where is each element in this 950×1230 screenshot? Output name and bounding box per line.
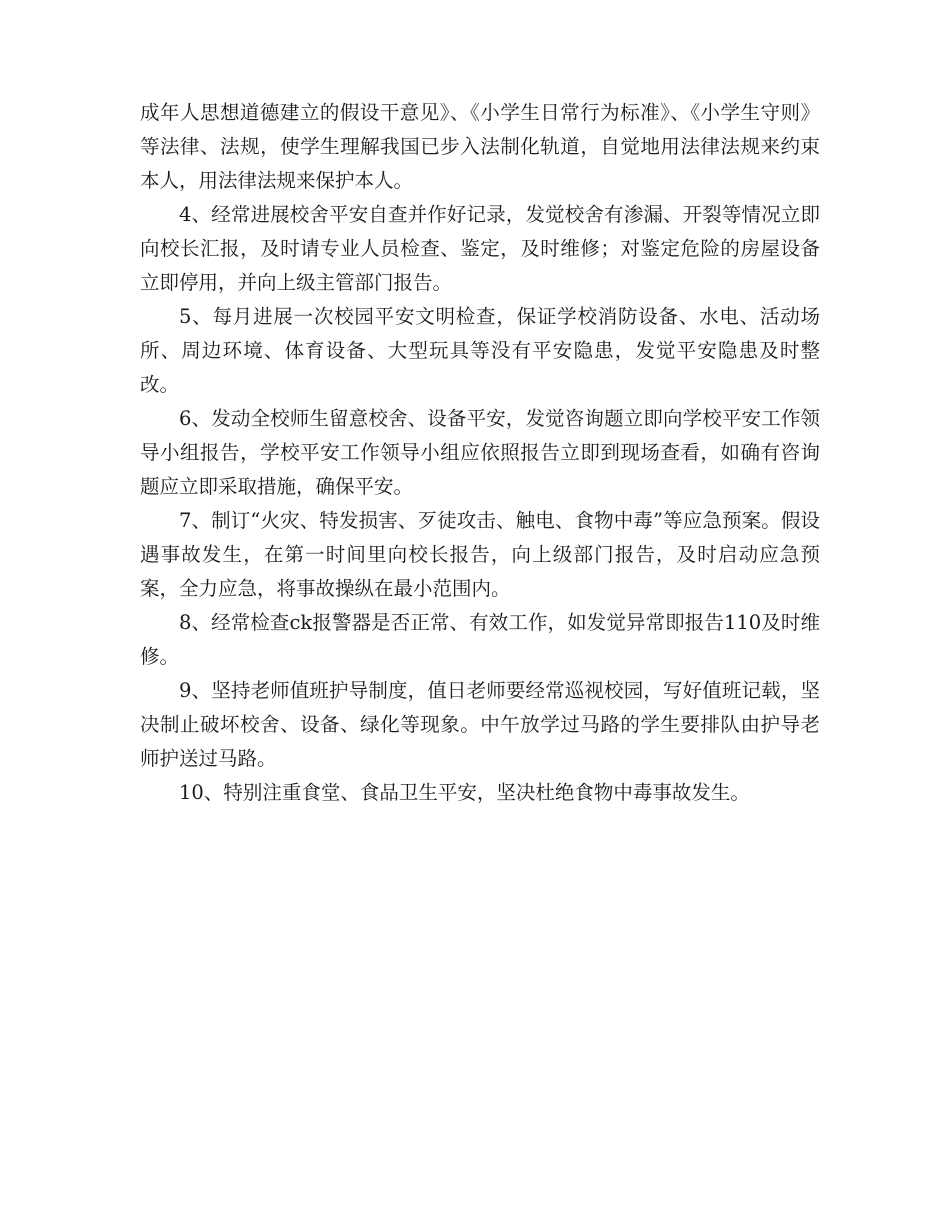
paragraph-item-7: 7、制订“火灾、特发损害、歹徒攻击、触电、食物中毒”等应急预案。假设遇事故发生，在第一时间里向校长报告，向上级部门报告，及时启动应急预案，全力应急，将事故操纵在最小范围内。 [140,509,820,600]
paragraph-item-4: 4、经常进展校舍平安自查并作好记录，发觉校舍有渗漏、开裂等情况立即向校长汇报，及时请专业人员检查、鉴定，及时维修；对鉴定危险的房屋设备立即停用，并向上级主管部门报告。 [140,203,820,294]
paragraph-item-6: 6、发动全校师生留意校舍、设备平安，发觉咨询题立即向学校平安工作领导小组报告，学校平安工作领导小组应依照报告立即到现场查看，如确有咨询题应立即采取措施，确保平安。 [140,407,820,498]
paragraph-item-10: 10、特别注重食堂、食品卫生平安，坚决杜绝食物中毒事故发生。 [179,781,750,804]
paragraph-item-8: 8、经常检查ck报警器是否正常、有效工作，如发觉异常即报告110及时维修。 [140,611,820,668]
document-body [140,96,820,810]
paragraph-item-5: 5、每月进展一次校园平安文明检查，保证学校消防设备、水电、活动场所、周边环境、体育设备、大型玩具等没有平安隐患，发觉平安隐患及时整改。 [140,305,820,396]
paragraph-continuation: 成年人思想道德建立的假设干意见》、《小学生日常行为标准》、《小学生守则》等法律、法规，使学生理解我国已步入法制化轨道，自觉地用法律法规来约束本人，用法律法规来保护本人。 [140,101,820,192]
paragraph-item-9: 9、坚持老师值班护导制度，值日老师要经常巡视校园，写好值班记载，坚决制止破坏校舍、设备、绿化等现象。中午放学过马路的学生要排队由护导老师护送过马路。 [140,679,820,770]
